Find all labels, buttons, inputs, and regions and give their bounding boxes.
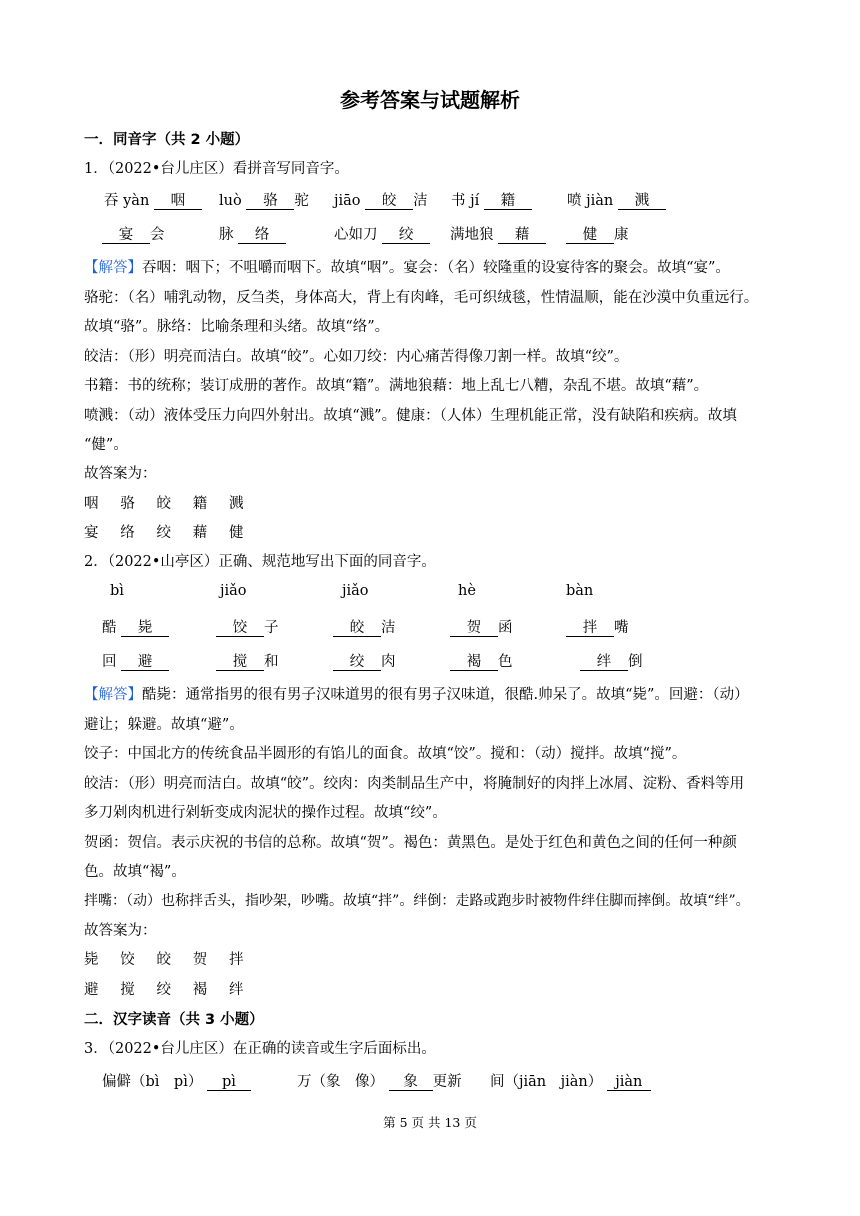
q2-r2-item-2: 搅 和 xyxy=(216,650,279,671)
q2-explanation-line-7: 色。故填“褐”。 xyxy=(84,864,186,880)
section-heading-2: 二．汉字读音（共 3 小题） xyxy=(84,1012,264,1028)
q1-explanation-line-3: 故填“骆”。脉络：比喻条理和头绪。故填“络”。 xyxy=(84,319,390,335)
q1-explanation-line-7: “健”。 xyxy=(84,437,128,453)
q1-explanation-line-5: 书籍：书的统称；装订成册的著作。故填“籍”。满地狼藉：地上乱七八糟，杂乱不堪。故填“藉”。 xyxy=(84,378,709,394)
q1-explanation-line-1: 【解答】吞咽：咽下；不咀嚼而咽下。故填“咽”。宴会：（名）较隆重的设宴待客的聚会。故填“宴”。 xyxy=(84,260,730,276)
q3-item-1: 偏僻（bì pì） pì xyxy=(102,1070,251,1091)
q2-explanation-line-1: 【解答】酷毙：通常指男的很有男子汉味道男的很有男子汉味道，很酷.帅呆了。故填“毙”。回避：（动） xyxy=(84,687,749,703)
q1-final-answers-2: 宴 络 绞 藉 健 xyxy=(84,525,244,541)
q2-r1-item-2: 饺 子 xyxy=(216,616,279,637)
q2-pinyin-4: hè xyxy=(458,583,476,599)
q2-r2-item-4: 褐 色 xyxy=(450,650,513,671)
q2-answer-label: 故答案为： xyxy=(84,923,157,939)
q1-r1-item-5: 喷 jiàn 溅 xyxy=(567,189,666,210)
q2-final-answers-2: 避 搅 绞 褐 绊 xyxy=(84,982,244,998)
section-heading-1: 一．同音字（共 2 小题） xyxy=(84,132,250,148)
q2-pinyin-5: bàn xyxy=(566,583,594,599)
q2-r2-item-1: 回 避 xyxy=(102,650,169,671)
q2-r1-item-1: 酷 毙 xyxy=(102,616,169,637)
q2-explanation-line-6: 贺函：贺信。表示庆祝的书信的总称。故填“贺”。褐色：黄黑色。是处于红色和黄色之间的任何一种颜 xyxy=(84,835,737,851)
q2-r2-item-5: 绊 倒 xyxy=(580,650,643,671)
q2-explanation-line-8: 拌嘴：（动）也称拌舌头，指吵架，吵嘴。故填“拌”。绊倒：走路或跑步时被物件绊住脚而摔倒。故填“绊”。 xyxy=(84,893,750,909)
q2-explanation-line-3: 饺子：中国北方的传统食品半圆形的有馅儿的面食。故填“饺”。搅和：（动）搅拌。故填“搅”。 xyxy=(84,746,687,762)
q2-r2-item-3: 绞 肉 xyxy=(333,650,396,671)
q2-pinyin-1: bì xyxy=(110,583,124,599)
q2-r1-item-5: 拌 嘴 xyxy=(566,616,629,637)
q2-pinyin-2: jiǎo xyxy=(220,583,247,599)
page-title: 参考答案与试题解析 xyxy=(340,88,520,112)
q2-explanation-line-2: 避让；躲避。故填“避”。 xyxy=(84,717,244,733)
q1-r2-item-5: 健 康 xyxy=(566,223,629,244)
q1-r1-item-4: 书 jí 籍 xyxy=(451,189,532,210)
q3-item-2: 万（象 像） 象 更新 xyxy=(297,1074,462,1090)
q1-r1-item-2: luò 骆 驼 xyxy=(219,193,309,209)
q1-r2-item-2: 脉 络 xyxy=(219,223,286,244)
question-2-stem: 2．（2022•山亭区）正确、规范地写出下面的同音字。 xyxy=(84,554,436,570)
q2-final-answers-1: 毙 饺 皎 贺 拌 xyxy=(84,952,244,968)
q2-r1-item-3: 皎 洁 xyxy=(333,616,396,637)
q3-item-3: 间（jiān jiàn） jiàn xyxy=(490,1070,651,1091)
q1-r2-item-3: 心如刀 绞 xyxy=(334,223,430,244)
question-3-stem: 3．（2022•台儿庄区）在正确的读音或生字后面标出。 xyxy=(84,1041,436,1057)
q1-r2-item-4: 满地狼 藉 xyxy=(450,223,546,244)
q1-explanation-line-4: 皎洁：（形）明亮而洁白。故填“皎”。心如刀绞：内心痛苦得像刀割一样。故填“绞”。 xyxy=(84,349,629,365)
question-1-stem: 1．（2022•台儿庄区）看拼音写同音字。 xyxy=(84,161,349,177)
q1-final-answers-1: 咽 骆 皎 籍 溅 xyxy=(84,496,244,512)
q1-r1-item-3: jiāo 皎 洁 xyxy=(334,193,428,209)
page-footer: 第 5 页 共 13 页 xyxy=(383,1115,477,1130)
q1-r1-item-1: 吞 yàn 咽 xyxy=(104,189,202,210)
q2-explanation-line-5: 多刀剁肉机进行剁斩变成肉泥状的操作过程。故填“绞”。 xyxy=(84,805,447,821)
q1-explanation-line-6: 喷溅：（动）液体受压力向四外射出。故填“溅”。健康：（人体）生理机能正常，没有缺陷和疾病。故填 xyxy=(84,408,737,424)
q2-r1-item-4: 贺 函 xyxy=(450,616,513,637)
q1-answer-label: 故答案为： xyxy=(84,466,157,482)
q2-explanation-line-4: 皎洁：（形）明亮而洁白。故填“皎”。绞肉：肉类制品生产中，将腌制好的肉拌上冰屑、淀粉、香料等用 xyxy=(84,776,745,792)
q2-pinyin-3: jiǎo xyxy=(342,583,369,599)
q1-r2-item-1: 宴 会 xyxy=(102,223,165,244)
q1-explanation-line-2: 骆驼：（名）哺乳动物，反刍类，身体高大，背上有肉峰，毛可织绒毯，性情温顺，能在沙漠中负重远行。 xyxy=(84,290,759,306)
